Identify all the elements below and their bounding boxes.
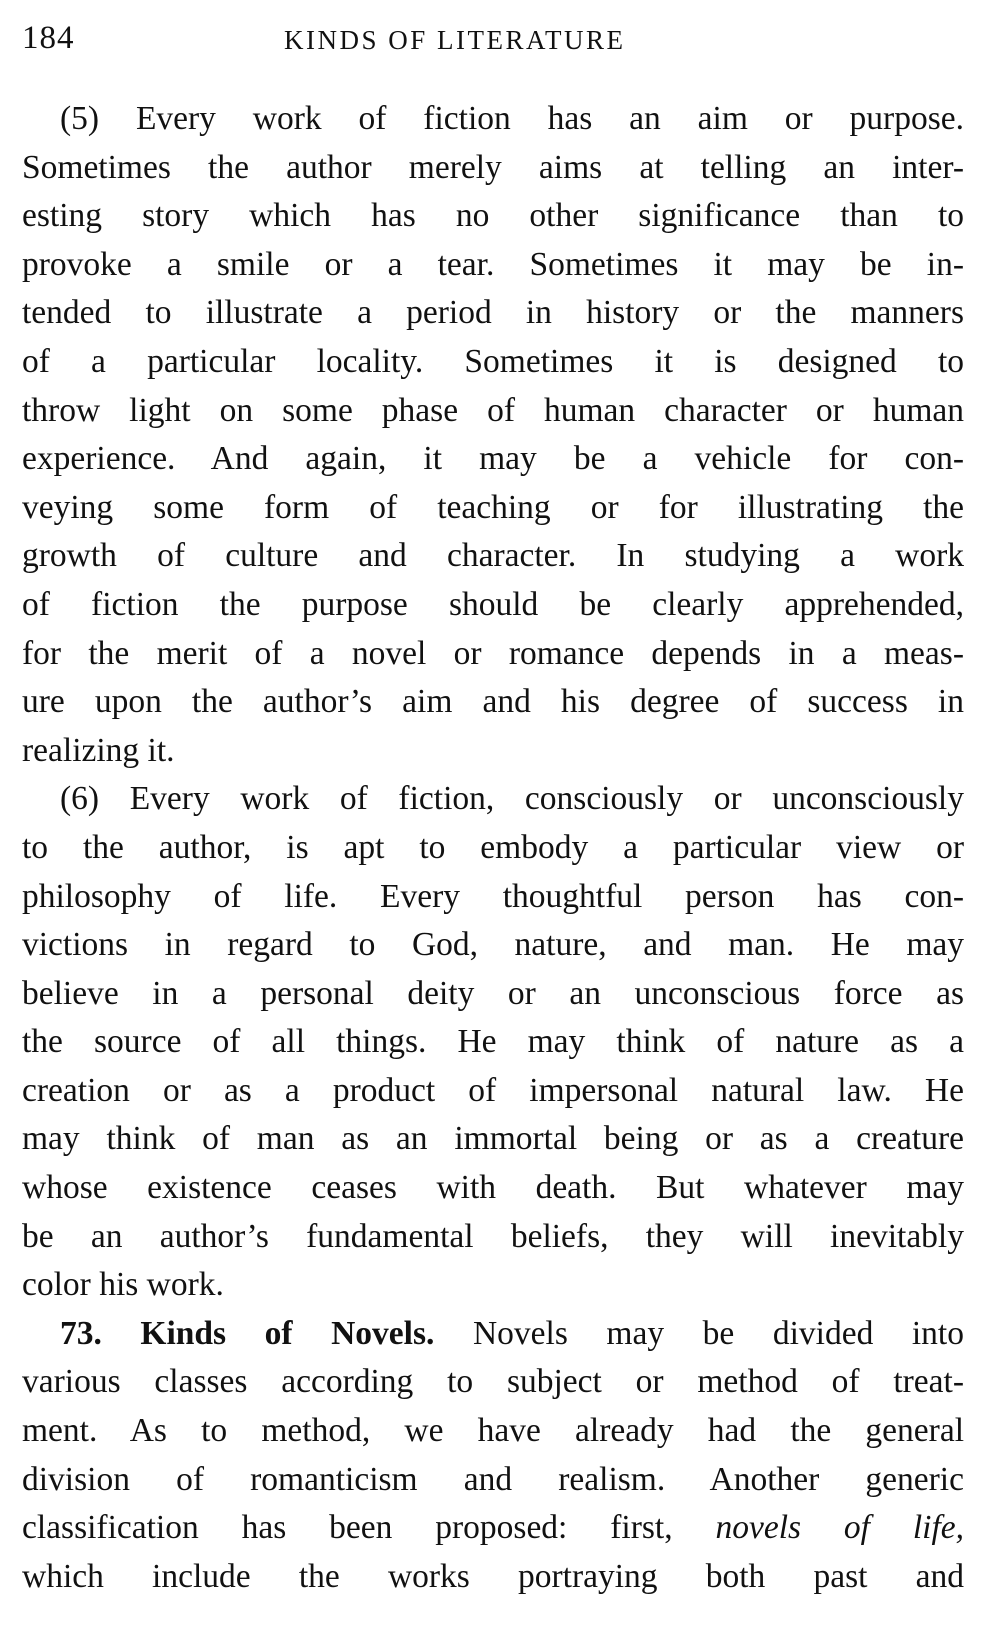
text-line: experience. And again, it may be a vehicle for con- (22, 440, 964, 478)
text-line: of a particular locality. Sometimes it is designed to (22, 342, 964, 380)
section-heading-line (22, 1310, 964, 1359)
text-line: provoke a smile or a tear. Sometimes it may be in- (22, 245, 964, 283)
text-line: of fiction the purpose should be clearly apprehended, (22, 585, 964, 623)
text-line: creation or as a product of impersonal natural law. He (22, 1071, 964, 1109)
text-line: ment. As to method, we have already had the general (22, 1412, 964, 1450)
text-line: ure upon the author’s aim and his degree of success in (22, 683, 964, 721)
running-title: KINDS OF LITERATURE (284, 25, 626, 55)
text-line: for the merit of a novel or romance depends in a meas- (22, 634, 964, 672)
text-line: realizing it. (22, 731, 175, 769)
italic-term: novels of life, (715, 1509, 964, 1547)
text-line (22, 1504, 964, 1553)
text-line: which include the works portraying both past and (22, 1557, 964, 1595)
text-run: classification has been proposed: first, (22, 1509, 673, 1547)
section-heading-continuation: Novels may be divided into (472, 1314, 964, 1352)
section-heading: 73. Kinds of Novels. (60, 1314, 435, 1352)
text-line: (5) Every work of fiction has an aim or purpose. (60, 100, 964, 137)
running-head (22, 12, 962, 60)
text-line: Sometimes the author merely aims at telling an inter- (22, 148, 964, 186)
page-number: 184 (22, 20, 75, 56)
text-line: throw light on some phase of human character or human (22, 391, 964, 429)
text-line: veying some form of teaching or for illustrating the (22, 488, 964, 526)
text-line: (6) Every work of fiction, consciously or unconsciously (60, 780, 964, 818)
text-line: philosophy of life. Every thoughtful person has con- (22, 877, 964, 915)
text-line: various classes according to subject or method of treat- (22, 1363, 964, 1401)
text-line: to the author, is apt to embody a particular view or (22, 828, 964, 866)
text-line: be an author’s fundamental beliefs, they will inevitably (22, 1217, 964, 1255)
text-line: the source of all things. He may think of nature as a (22, 1023, 964, 1061)
text-line: esting story which has no other significance than to (22, 197, 964, 235)
text-line: division of romanticism and realism. Another generic (22, 1460, 964, 1498)
text-line: whose existence ceases with death. But whatever may (22, 1169, 964, 1207)
text-line: victions in regard to God, nature, and man. He may (22, 926, 964, 964)
text-line: may think of man as an immortal being or as a creature (22, 1120, 964, 1158)
text-line: color his work. (22, 1266, 224, 1304)
text-line: believe in a personal deity or an unconscious force as (22, 974, 964, 1012)
text-line: growth of culture and character. In studying a work (22, 537, 964, 575)
text-line: tended to illustrate a period in history or the manners (22, 294, 964, 332)
body-text (22, 95, 964, 1601)
